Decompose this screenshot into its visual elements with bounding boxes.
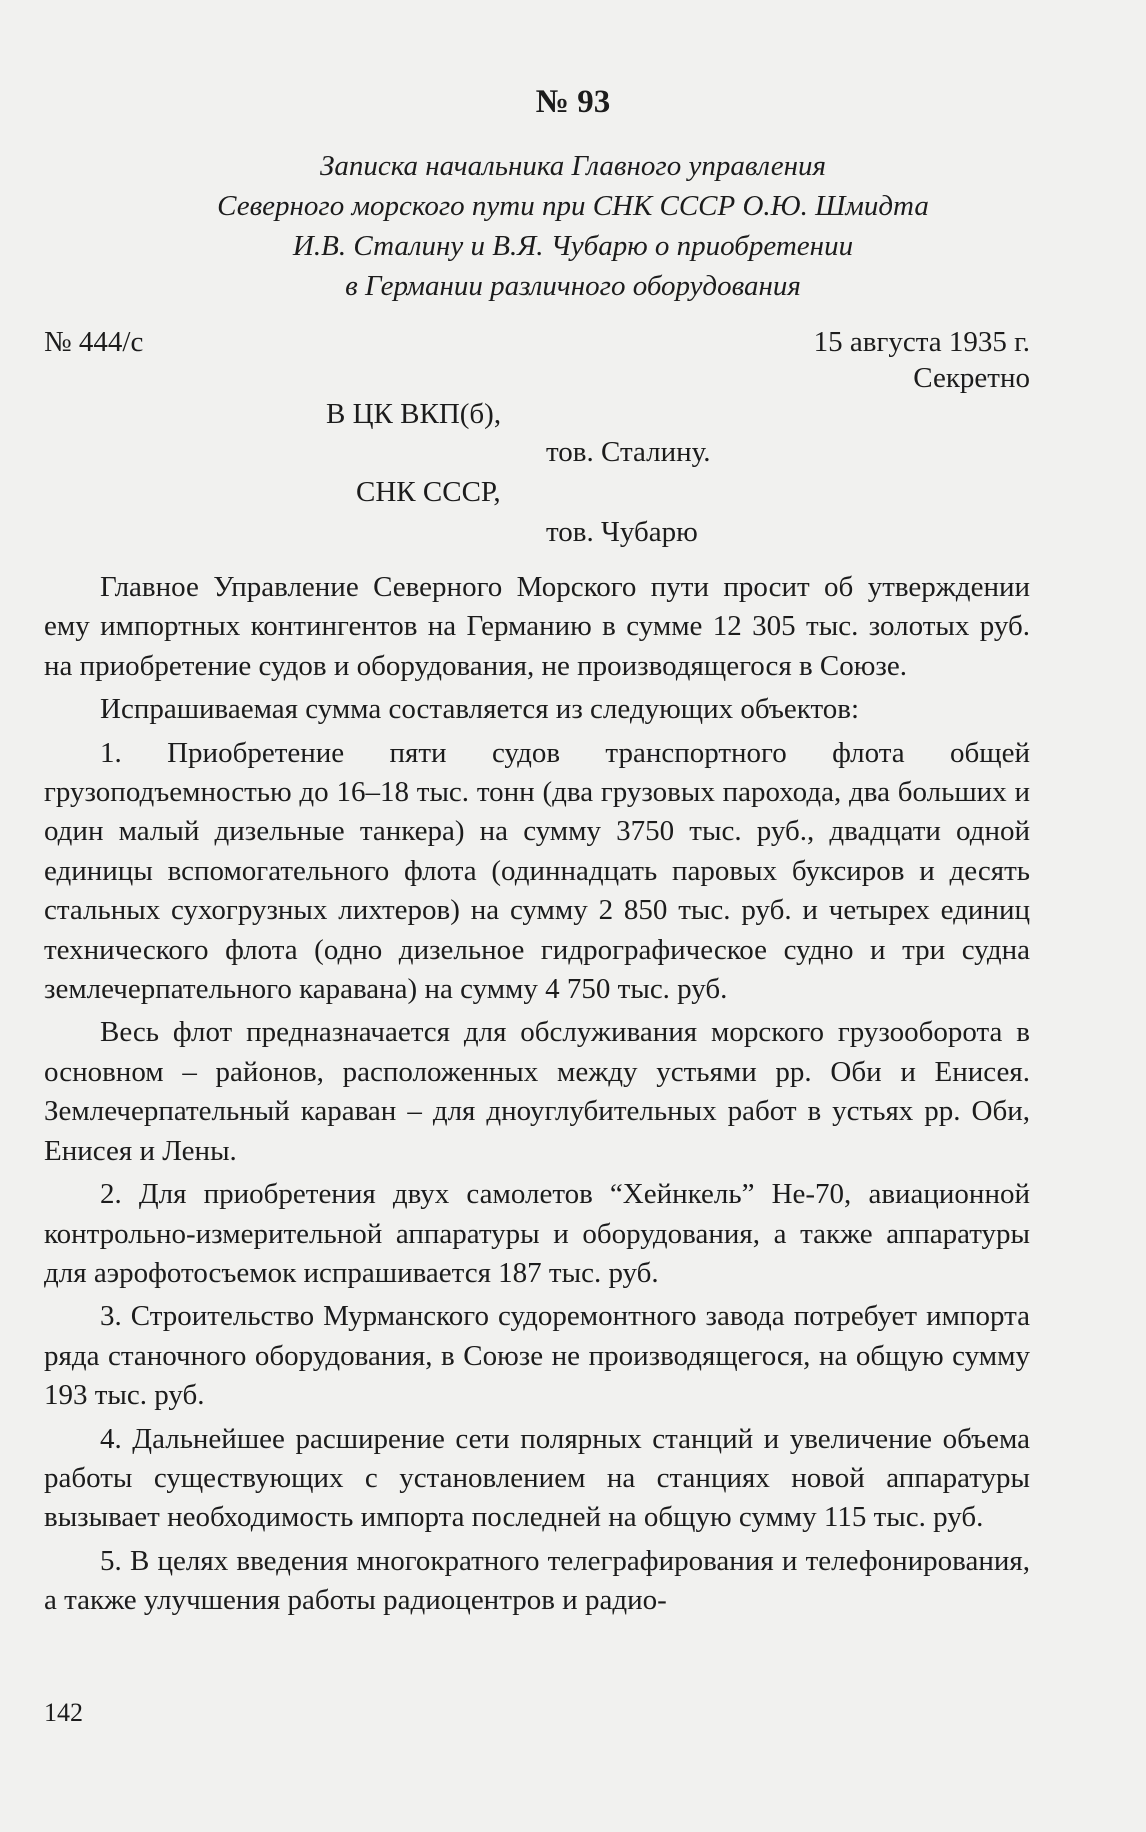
document-number: № 93 [535, 84, 611, 120]
title-line: Записка начальника Главного управления [319, 150, 827, 182]
paragraph: 1. Приобретение пяти судов транспортного флота общей грузоподъемностью до 16–18 тыс. тонн (два грузовых парохода, два больших и один малый дизельные танкера) на сумму 3750 тыс. руб., двадцати одной единицы вспомогательного флота (одиннадцать паровых буксиров и десять стальных сухогрузных лихтеров) на сумму 2 850 тыс. руб. и четырех единиц технического флота (одно дизельное гидрографическое судно и три судна землечерпательного каравана) на сумму 4 750 тыс. руб. [44, 736, 1030, 1006]
registration-number: № 444/с [44, 326, 144, 358]
paragraph: 2. Для приобретения двух самолетов “Хейнкель” Не-70, авиационной контрольно-измерительной аппаратуры и оборудования, а также аппаратуры для аэрофотосъемок испрашивается 187 тыс. руб. [44, 1178, 1030, 1289]
addressee-person-1: тов. Сталину. [546, 436, 711, 468]
title-line: Северного морского пути при СНК СССР О.Ю. Шмидта [217, 190, 929, 222]
classification-mark: Секретно [913, 362, 1030, 394]
paragraph: 3. Строительство Мурманского судоремонтного завода потребует импорта ряда станочного оборудования, в Союзе не производящегося, на общую сумму 193 тыс. руб. [44, 1300, 1030, 1412]
paragraph: Весь флот предназначается для обслуживания морского грузооборота в основном – районов, расположенных между устьями рр. Оби и Енисея. Землечерпательный караван – для дноуглубительных работ в устьях рр. Оби, Енисея и Лены. [44, 1016, 1030, 1167]
document-body [44, 568, 1030, 1625]
page-number: 142 [44, 1698, 83, 1727]
paragraph: 5. В целях введения многократного телеграфирования и телефонирования, а также улучшения работы радиоцентров и радио- [44, 1544, 1030, 1617]
title-line: в Германии различного оборудования [345, 270, 801, 302]
addressee-org-1: В ЦК ВКП(б), [326, 398, 502, 430]
title-line: И.В. Сталину и В.Я. Чубарю о приобретении [292, 230, 854, 262]
document-title [60, 146, 1086, 306]
document-date: 15 августа 1935 г. [813, 326, 1030, 358]
paragraph: 4. Дальнейшее расширение сети полярных станций и увеличение объема работы существующих с установлением на станциях новой аппаратуры вызывает необходимость импорта последней на общую сумму 115 тыс. руб. [44, 1422, 1030, 1534]
paragraph: Главное Управление Северного Морского пути просит об утверждении ему импортных контингентов на Германию в сумме 12 305 тыс. золотых руб. на приобретение судов и оборудования, не производящегося в Союзе. [44, 571, 1030, 682]
addressee-person-2: тов. Чубарю [546, 516, 698, 548]
addressee-org-2: СНК СССР, [356, 476, 501, 508]
paragraph: Испрашиваемая сумма составляется из следующих объектов: [100, 693, 860, 726]
